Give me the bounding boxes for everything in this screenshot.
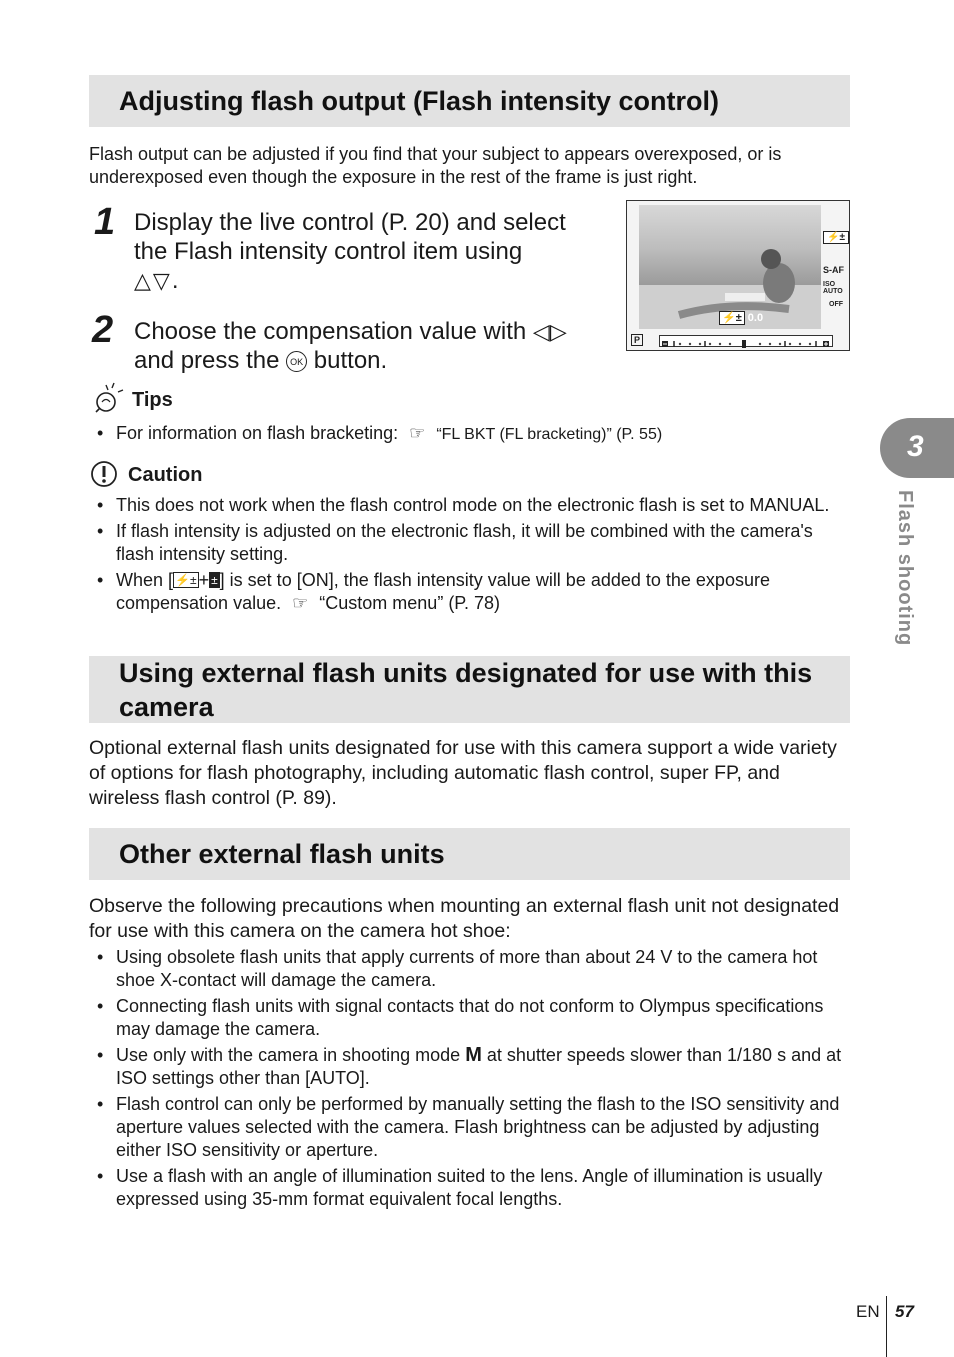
caution-item (95, 569, 855, 615)
section-heading-other-flash (89, 828, 850, 880)
section-title: Adjusting flash output (Flash intensity control) (119, 86, 719, 116)
caution-item3-text-b: ] is set to [ON], the flash intensity value will be added to the exposure compensation value. (116, 570, 770, 613)
iso-label: ISO AUTO (823, 281, 843, 295)
other-flash-intro: Observe the following precautions when mounting an external flash unit not designated for use with this camera on the camera hot shoe: (89, 895, 840, 942)
off-label: OFF (829, 301, 843, 308)
caution-item: • This does not work when the flash control mode on the electronic flash is set to MANUAL. (95, 494, 855, 517)
caution-list (95, 494, 855, 615)
step-1-line2: the Flash intensity control item using (134, 238, 523, 265)
precaution-item3-text-b: at shutter speeds slower than 1/180 s and at ISO settings other than [AUTO]. (116, 1045, 842, 1088)
step-1-line1: Display the live control (P. 20) and select (134, 209, 566, 236)
tips-bulb-icon (90, 382, 124, 419)
chapter-title: Flash shooting (894, 490, 916, 647)
section-title: Using external flash units designated for use with this camera (119, 658, 813, 722)
footer-lang: EN (856, 1302, 880, 1321)
reference-icon: ☞ (292, 593, 309, 613)
up-down-arrow-icon: △▽ (134, 268, 172, 293)
camera-screen-image (626, 200, 850, 351)
flash-icon: ⚡± (719, 311, 745, 325)
left-right-arrow-icon: ◁▷ (532, 319, 567, 344)
tips-list (95, 422, 855, 446)
precaution-item: • Flash control can only be performed by manually setting the flash to the ISO sensitivity and aperture values selected with the camera. Flash brightness can be adjusted by adjusting either ISO sensitivity or aperture. (95, 1093, 855, 1162)
precaution-item: • Use a flash with an angle of illumination suited to the lens. Angle of illumination is usually expressed using 35-mm format equivalent focal lengths. (95, 1165, 855, 1211)
tips-item (95, 422, 855, 446)
tips-item-ref: “FL BKT (FL bracketing)” (P. 55) (436, 426, 663, 443)
intro-paragraph: Flash output can be adjusted if you find that your subject to appears overexposed, or is underexposed even though the exposure in the rest of the frame is just right. (89, 144, 782, 187)
step-2-line2-text-b: button. (313, 347, 388, 374)
step-1-line3 (134, 266, 604, 295)
page-number: 57 (895, 1302, 914, 1321)
ok-button-icon: OK (286, 351, 307, 372)
other-flash-list (95, 946, 855, 1211)
flash-value-display (719, 311, 763, 324)
chapter-tab (880, 418, 954, 478)
step-2-line1 (134, 317, 614, 346)
step-number-2: 2 (92, 309, 114, 351)
flash-intensity-scale (659, 335, 833, 347)
precaution-item: • Using obsolete flash units that apply currents of more than about 24 V to the camera hot shoe X-contact will damage the camera. (95, 946, 855, 992)
caution-item3-ref: “Custom menu” (P. 78) (319, 593, 501, 613)
step-2-line1-text: Choose the compensation value with (134, 318, 527, 345)
tips-label: Tips (132, 389, 173, 411)
section-title: Other external flash units (119, 839, 445, 869)
step-1-period: . (171, 267, 179, 294)
precaution-item (95, 1044, 855, 1090)
tips-item-text: For information on flash bracketing: (116, 423, 399, 443)
step-2-text (134, 317, 614, 375)
mode-indicator: P (631, 334, 643, 346)
precaution-item: • Connecting flash units with signal contacts that do not conform to Olympus specifications may damage the camera. (95, 995, 855, 1041)
saf-label: S-AF (823, 265, 844, 275)
step-2-line2-text-a: and press the (134, 347, 280, 374)
caution-item3-plus: + (198, 570, 210, 590)
reference-icon: ☞ (409, 423, 426, 443)
section-heading-external-flash (89, 656, 850, 723)
scale-marker (742, 340, 746, 348)
section-heading-flash-intensity (89, 75, 850, 127)
caution-icon (90, 460, 118, 493)
scale-graphic (660, 339, 832, 349)
mode-m-icon: M (465, 1044, 482, 1066)
flash-value: 0.0 (747, 312, 764, 324)
flash-intensity-key-icon: ⚡± (175, 573, 197, 587)
step-2-line2 (134, 346, 614, 375)
step-number-1: 1 (94, 201, 116, 243)
precaution-item3-text-a: Use only with the camera in shooting mode (116, 1045, 461, 1065)
caution-item: • If flash intensity is adjusted on the electronic flash, it will be combined with the camera's flash intensity setting. (95, 520, 855, 566)
footer-divider (886, 1296, 887, 1357)
step-1-text (134, 208, 604, 295)
flash-intensity-icon: ⚡± (823, 231, 849, 244)
caution-item3-text-a: When [ (116, 570, 174, 590)
external-flash-paragraph: Optional external flash units designated for use with this camera support a wide variety of options for flash photography, including automatic flash control, super FP, and wireless flash control (P. 89). (89, 737, 837, 809)
exposure-key-icon: ± (211, 573, 218, 587)
chapter-number: 3 (907, 430, 924, 463)
caution-label: Caution (128, 464, 203, 486)
